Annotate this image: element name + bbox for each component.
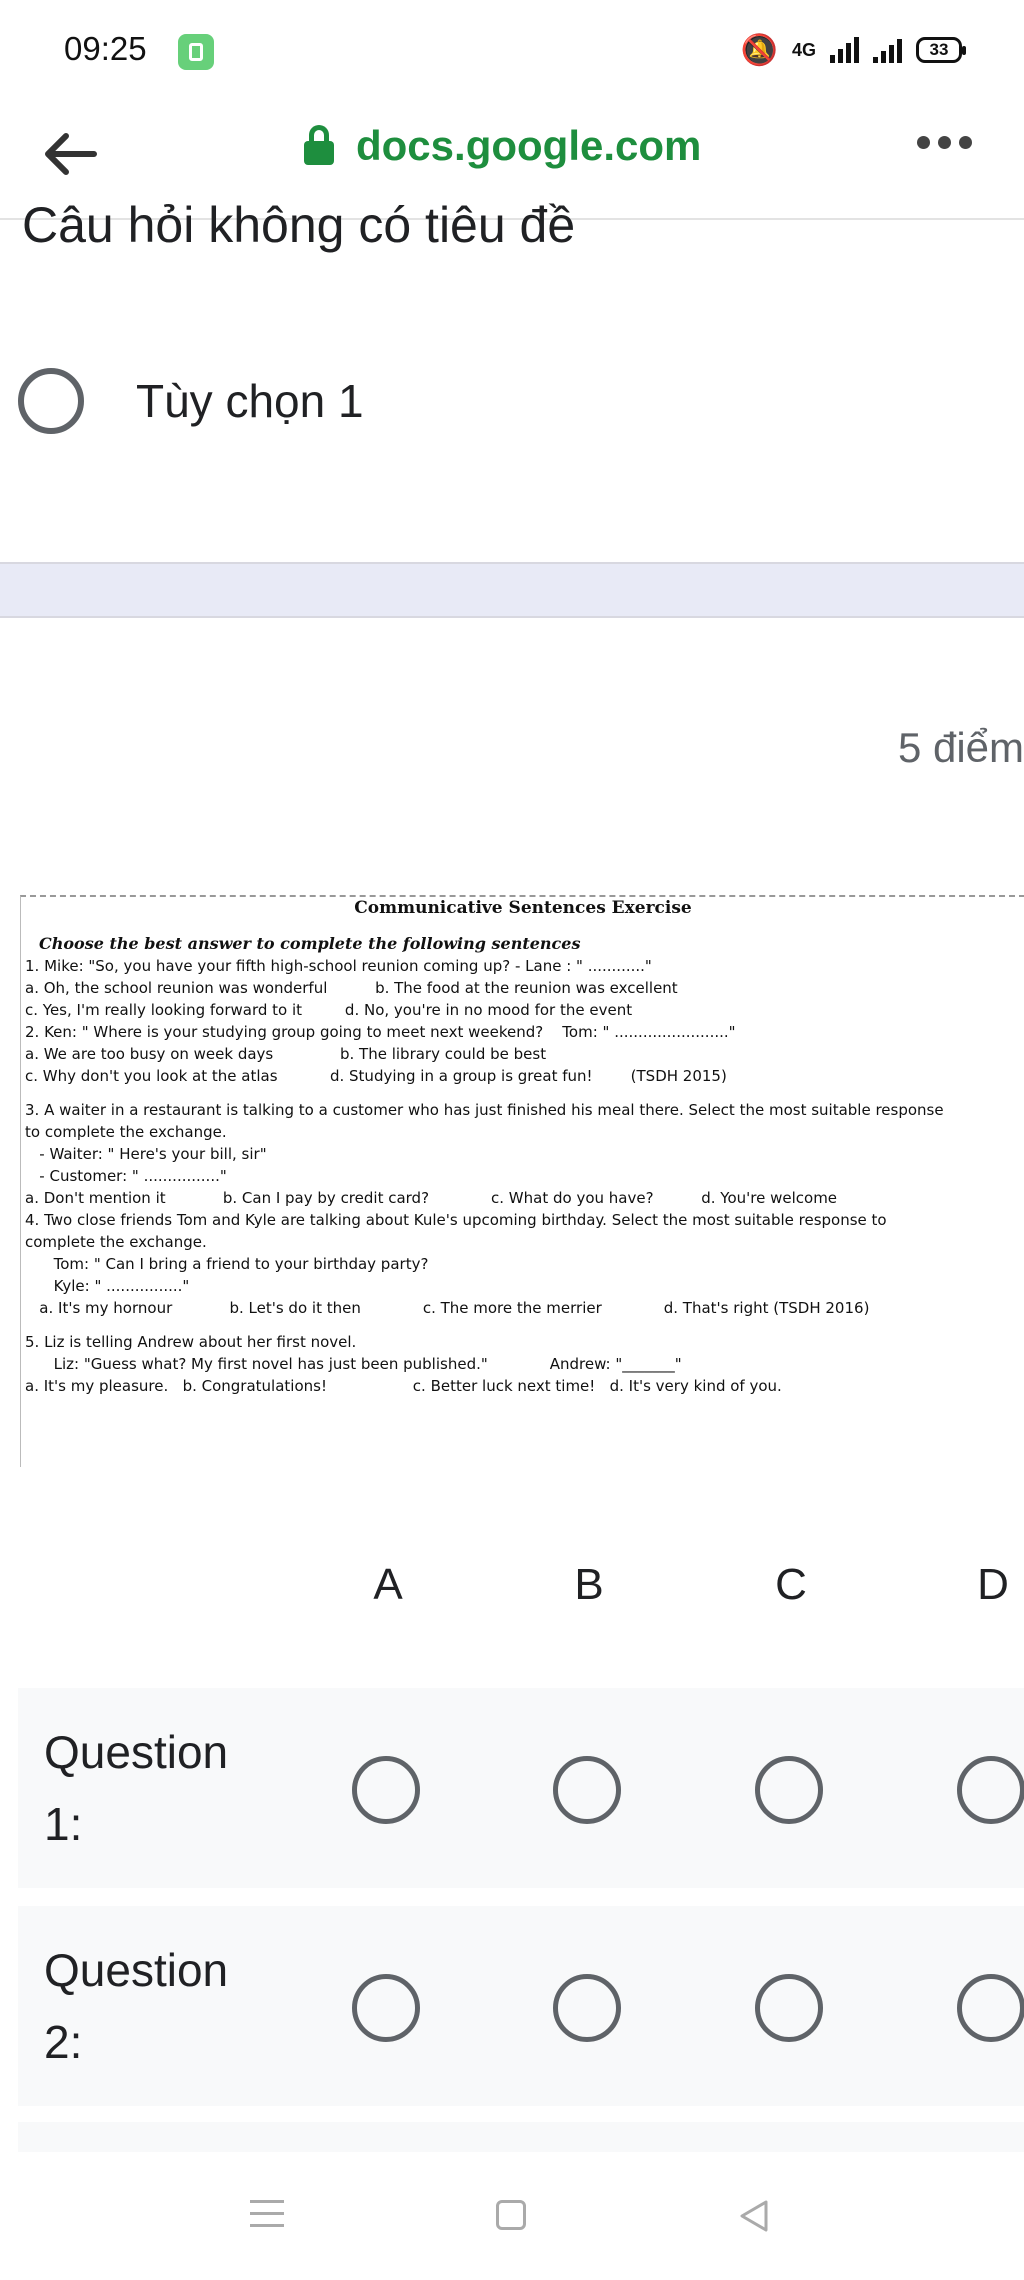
option-1[interactable] (18, 368, 364, 434)
worksheet-line: a. It's my pleasure. b. Congratulations! c. Better luck next time! d. It's very kind of you. (25, 1377, 782, 1395)
grid-column-b: B (574, 1560, 604, 1609)
worksheet-line: Liz: "Guess what? My first novel has just been published." Andrew: "_______" (25, 1355, 682, 1373)
radio-q2-d[interactable] (957, 1974, 1024, 2042)
radio-q1-c[interactable] (755, 1756, 823, 1824)
worksheet-line: c. Why don't you look at the atlas d. Studying in a group is great fun! (TSDH 2015) (25, 1067, 727, 1085)
battery-icon: 33 (916, 37, 962, 63)
url-domain[interactable]: docs.google.com (356, 122, 702, 169)
radio-q1-b[interactable] (553, 1756, 621, 1824)
grid-column-c: C (775, 1560, 807, 1609)
radio-q2-c[interactable] (755, 1974, 823, 2042)
worksheet-line: 3. A waiter in a restaurant is talking to a customer who has just finished his meal there. Select the most suitable response (25, 1101, 944, 1119)
recent-apps-icon[interactable] (250, 2200, 284, 2236)
grid-row-label: Question 2: (44, 1944, 229, 2068)
radio-q1-d[interactable] (957, 1756, 1024, 1824)
worksheet-line: Kyle: " ................" (25, 1277, 190, 1295)
signal-2-icon (873, 37, 902, 63)
more-options-icon[interactable] (917, 136, 972, 149)
worksheet-line: - Waiter: " Here's your bill, sir" (25, 1145, 267, 1163)
worksheet-line: to complete the exchange. (25, 1123, 227, 1141)
worksheet-line: a. It's my hornour b. Let's do it then c. The more the merrier d. That's right (TSDH 2016) (25, 1299, 870, 1317)
worksheet-line: 1. Mike: "So, you have your fifth high-school reunion coming up? - Lane : " ............" (25, 957, 652, 975)
grid-row-question-1 (18, 1688, 1024, 1888)
worksheet-line: a. Don't mention it b. Can I pay by credit card? c. What do you have? d. You're welcome (25, 1189, 838, 1207)
worksheet-line: a. We are too busy on week days b. The library could be best (25, 1045, 547, 1063)
back-arrow-icon[interactable] (38, 122, 102, 186)
grid-row-partial (18, 2122, 1024, 2152)
grid-column-d: D (977, 1560, 1009, 1609)
status-icons (741, 30, 962, 70)
grid-row-label: Question 1: (44, 1726, 229, 1850)
option-label: Tùy chọn 1 (136, 375, 364, 427)
points-label: 5 điểm (897, 724, 1024, 771)
section-divider (0, 562, 1024, 618)
back-triangle-icon[interactable] (734, 2196, 774, 2236)
radio-q1-a[interactable] (352, 1756, 420, 1824)
radio-button[interactable] (18, 368, 84, 434)
worksheet-line: 5. Liz is telling Andrew about her first novel. (25, 1333, 357, 1351)
worksheet-line: - Customer: " ................" (25, 1167, 227, 1185)
question-title: Câu hỏi không có tiêu đề (22, 197, 576, 253)
worksheet-line: Tom: " Can I bring a friend to your birthday party? (25, 1255, 429, 1273)
status-time: 09:25 (64, 30, 147, 67)
grid-column-a: A (373, 1560, 403, 1609)
grid-row-question-2 (18, 1906, 1024, 2106)
lock-icon-body (304, 141, 334, 165)
network-type: 4G (791, 40, 816, 60)
mute-bell-icon: 🔕 (740, 33, 778, 67)
home-icon[interactable] (496, 2200, 526, 2230)
worksheet-line: complete the exchange. (25, 1233, 207, 1251)
worksheet-line: 2. Ken: " Where is your studying group going to meet next weekend? Tom: " ........................" (25, 1023, 736, 1041)
worksheet-line: 4. Two close friends Tom and Kyle are talking about Kule's upcoming birthday. Select the most suitable response to (25, 1211, 887, 1229)
status-bar (0, 0, 1024, 100)
radio-q2-b[interactable] (553, 1974, 621, 2042)
notification-app-icon (178, 34, 214, 70)
worksheet-title: Communicative Sentences Exercise (354, 898, 692, 918)
worksheet-line: c. Yes, I'm really looking forward to it d. No, you're in no mood for the event (25, 1001, 633, 1019)
signal-icon (830, 37, 859, 63)
radio-q2-a[interactable] (352, 1974, 420, 2042)
worksheet-line: a. Oh, the school reunion was wonderful b. The food at the reunion was excellent (25, 979, 678, 997)
worksheet-image (20, 895, 1024, 1467)
worksheet-instruction: Choose the best answer to complete the following sentences (39, 934, 581, 953)
